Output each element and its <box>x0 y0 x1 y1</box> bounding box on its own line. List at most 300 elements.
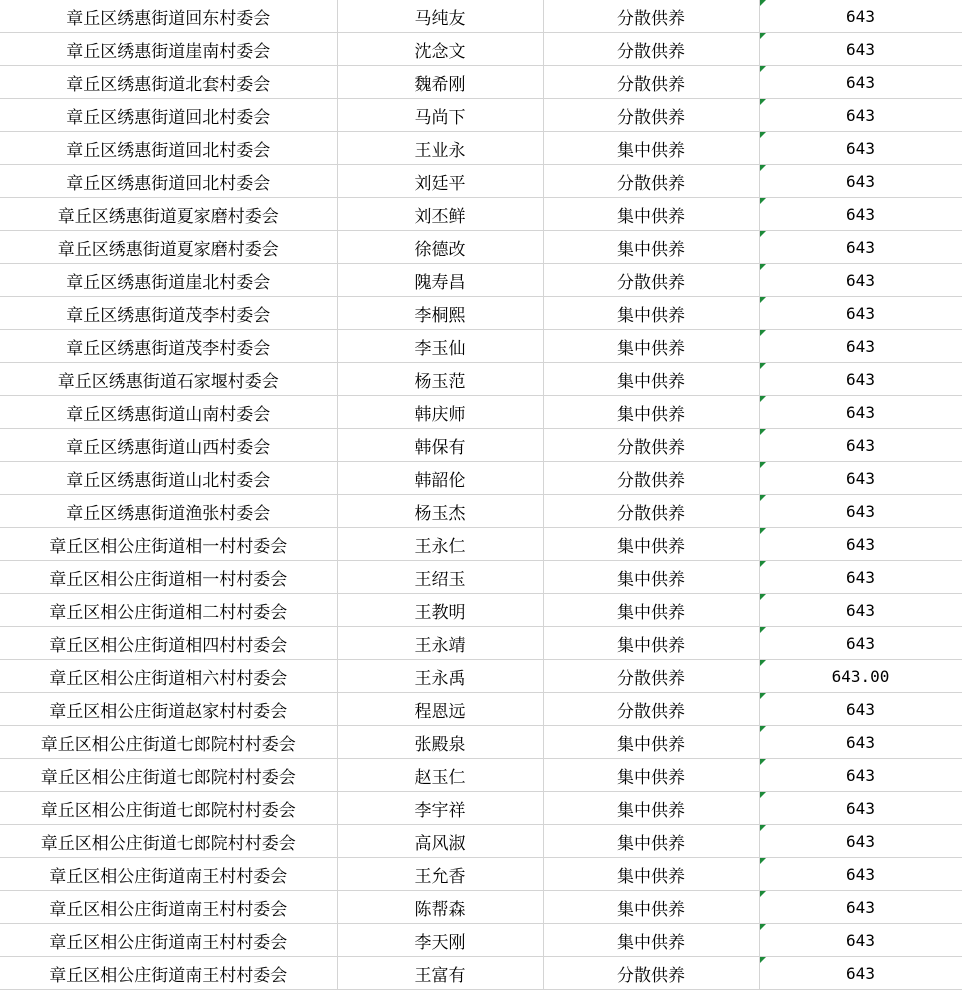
cell-name[interactable] <box>337 693 543 726</box>
cell-unit[interactable] <box>0 495 337 528</box>
cell-amount-text: 643 <box>846 39 875 59</box>
cell-unit[interactable] <box>0 462 337 495</box>
cell-name-text: 刘廷平 <box>414 173 466 194</box>
cell-unit[interactable] <box>0 891 337 924</box>
cell-name[interactable] <box>337 330 543 363</box>
cell-name-text: 徐德改 <box>414 239 466 260</box>
cell-name-text: 刘丕鲜 <box>414 206 466 227</box>
number-stored-as-text-indicator-icon <box>760 726 766 732</box>
cell-support-type[interactable] <box>543 693 759 726</box>
cell-support-type-text: 集中供养 <box>617 734 685 755</box>
number-stored-as-text-indicator-icon <box>760 528 766 534</box>
cell-amount[interactable] <box>759 363 962 396</box>
cell-unit[interactable] <box>0 198 337 231</box>
cell-support-type-text: 分散供养 <box>617 41 685 62</box>
number-stored-as-text-indicator-icon <box>760 462 766 468</box>
cell-amount-text: 643 <box>846 171 875 191</box>
table-row <box>0 198 962 231</box>
cell-name[interactable] <box>337 957 543 990</box>
cell-unit[interactable] <box>0 561 337 594</box>
cell-unit-text: 章丘区绣惠街道崖北村委会 <box>66 272 271 293</box>
cell-name[interactable] <box>337 627 543 660</box>
cell-name[interactable] <box>337 726 543 759</box>
cell-amount-text: 643 <box>846 6 875 26</box>
cell-unit[interactable] <box>0 231 337 264</box>
cell-name[interactable] <box>337 297 543 330</box>
cell-unit[interactable] <box>0 693 337 726</box>
cell-unit[interactable] <box>0 528 337 561</box>
cell-support-type-text: 集中供养 <box>617 371 685 392</box>
cell-name-text: 王允香 <box>414 866 466 887</box>
cell-unit-text: 章丘区绣惠街道石家堰村委会 <box>57 371 279 392</box>
cell-name[interactable] <box>337 264 543 297</box>
cell-amount[interactable] <box>759 726 962 759</box>
cell-name[interactable] <box>337 33 543 66</box>
cell-amount-text: 643 <box>846 798 875 818</box>
cell-name-text: 李天刚 <box>414 932 466 953</box>
cell-support-type-text: 集中供养 <box>617 569 685 590</box>
table-row <box>0 693 962 726</box>
cell-name-text: 王业永 <box>414 140 466 161</box>
cell-support-type[interactable] <box>543 825 759 858</box>
cell-unit-text: 章丘区绣惠街道渔张村委会 <box>66 503 271 524</box>
table-row <box>0 891 962 924</box>
cell-amount[interactable] <box>759 66 962 99</box>
cell-name[interactable] <box>337 132 543 165</box>
cell-amount[interactable] <box>759 891 962 924</box>
cell-name-text: 王教明 <box>414 602 466 623</box>
cell-name-text: 李玉仙 <box>414 338 466 359</box>
cell-support-type[interactable] <box>543 858 759 891</box>
cell-support-type-text: 分散供养 <box>617 173 685 194</box>
cell-support-type-text: 集中供养 <box>617 800 685 821</box>
cell-amount-text: 643 <box>846 369 875 389</box>
cell-name-text: 王绍玉 <box>414 569 466 590</box>
cell-amount-text: 643 <box>846 732 875 752</box>
cell-unit[interactable] <box>0 264 337 297</box>
cell-support-type[interactable] <box>543 396 759 429</box>
cell-amount-text: 643 <box>846 765 875 785</box>
cell-unit-text: 章丘区相公庄街道七郎院村村委会 <box>40 734 296 755</box>
table-row <box>0 264 962 297</box>
cell-name-text: 沈念文 <box>414 41 466 62</box>
cell-unit[interactable] <box>0 627 337 660</box>
cell-unit[interactable] <box>0 726 337 759</box>
cell-amount-text: 643 <box>846 864 875 884</box>
cell-unit-text: 章丘区相公庄街道相二村村委会 <box>49 602 288 623</box>
number-stored-as-text-indicator-icon <box>760 825 766 831</box>
cell-unit-text: 章丘区绣惠街道茂李村委会 <box>66 305 271 326</box>
cell-unit-text: 章丘区相公庄街道南王村村委会 <box>49 932 288 953</box>
cell-amount-text: 643 <box>846 303 875 323</box>
cell-amount[interactable] <box>759 396 962 429</box>
cell-name-text: 马尚下 <box>414 107 466 128</box>
cell-support-type[interactable] <box>543 66 759 99</box>
number-stored-as-text-indicator-icon <box>760 495 766 501</box>
number-stored-as-text-indicator-icon <box>760 330 766 336</box>
cell-amount-text: 643 <box>846 72 875 92</box>
cell-support-type[interactable] <box>543 528 759 561</box>
table-row <box>0 858 962 891</box>
cell-unit[interactable] <box>0 99 337 132</box>
cell-unit[interactable] <box>0 330 337 363</box>
cell-support-type[interactable] <box>543 561 759 594</box>
table-row <box>0 231 962 264</box>
cell-amount[interactable] <box>759 462 962 495</box>
cell-unit-text: 章丘区绣惠街道茂李村委会 <box>66 338 271 359</box>
cell-name-text: 王永靖 <box>414 635 466 656</box>
cell-support-type-text: 分散供养 <box>617 470 685 491</box>
number-stored-as-text-indicator-icon <box>760 957 766 963</box>
cell-name[interactable] <box>337 165 543 198</box>
cell-support-type[interactable] <box>543 297 759 330</box>
cell-unit[interactable] <box>0 165 337 198</box>
cell-support-type-text: 集中供养 <box>617 536 685 557</box>
cell-amount[interactable] <box>759 99 962 132</box>
table-row <box>0 924 962 957</box>
cell-name-text: 马纯友 <box>414 8 466 29</box>
cell-support-type-text: 集中供养 <box>617 206 685 227</box>
cell-unit-text: 章丘区绣惠街道夏家磨村委会 <box>57 239 279 260</box>
number-stored-as-text-indicator-icon <box>760 660 766 666</box>
cell-support-type-text: 集中供养 <box>617 602 685 623</box>
number-stored-as-text-indicator-icon <box>760 231 766 237</box>
cell-support-type-text: 集中供养 <box>617 866 685 887</box>
cell-name[interactable] <box>337 396 543 429</box>
table-row <box>0 627 962 660</box>
number-stored-as-text-indicator-icon <box>760 264 766 270</box>
cell-support-type-text: 分散供养 <box>617 8 685 29</box>
cell-support-type-text: 分散供养 <box>617 503 685 524</box>
cell-amount-text: 643 <box>846 600 875 620</box>
cell-unit-text: 章丘区相公庄街道相四村村委会 <box>49 635 288 656</box>
cell-support-type[interactable] <box>543 759 759 792</box>
cell-name[interactable] <box>337 825 543 858</box>
cell-name-text: 韩韶伦 <box>414 470 466 491</box>
number-stored-as-text-indicator-icon <box>760 0 766 6</box>
cell-amount[interactable] <box>759 231 962 264</box>
cell-name-text: 王永禹 <box>414 668 466 689</box>
cell-amount[interactable] <box>759 825 962 858</box>
cell-amount-text: 643 <box>846 567 875 587</box>
number-stored-as-text-indicator-icon <box>760 396 766 402</box>
cell-unit[interactable] <box>0 858 337 891</box>
cell-name[interactable] <box>337 660 543 693</box>
cell-amount-text: 643 <box>846 270 875 290</box>
cell-unit-text: 章丘区绣惠街道崖南村委会 <box>66 41 271 62</box>
cell-name[interactable] <box>337 99 543 132</box>
cell-amount[interactable] <box>759 594 962 627</box>
cell-amount-text: 643 <box>846 963 875 983</box>
cell-amount[interactable] <box>759 759 962 792</box>
table-row <box>0 495 962 528</box>
table-row <box>0 297 962 330</box>
cell-unit-text: 章丘区相公庄街道南王村村委会 <box>49 965 288 986</box>
cell-name[interactable] <box>337 66 543 99</box>
cell-name[interactable] <box>337 528 543 561</box>
cell-unit-text: 章丘区绣惠街道北套村委会 <box>66 74 271 95</box>
cell-amount-text: 643 <box>846 633 875 653</box>
cell-unit-text: 章丘区相公庄街道相一村村委会 <box>49 569 288 590</box>
cell-amount[interactable] <box>759 528 962 561</box>
number-stored-as-text-indicator-icon <box>760 33 766 39</box>
cell-unit[interactable] <box>0 825 337 858</box>
cell-unit-text: 章丘区相公庄街道七郎院村村委会 <box>40 833 296 854</box>
cell-support-type-text: 分散供养 <box>617 668 685 689</box>
cell-unit-text: 章丘区相公庄街道南王村村委会 <box>49 899 288 920</box>
table-row <box>0 363 962 396</box>
cell-amount-text: 643 <box>846 534 875 554</box>
number-stored-as-text-indicator-icon <box>760 165 766 171</box>
cell-name-text: 王富有 <box>414 965 466 986</box>
cell-name-text: 韩保有 <box>414 437 466 458</box>
cell-name[interactable] <box>337 198 543 231</box>
cell-name[interactable] <box>337 363 543 396</box>
number-stored-as-text-indicator-icon <box>760 891 766 897</box>
cell-name[interactable] <box>337 429 543 462</box>
number-stored-as-text-indicator-icon <box>760 858 766 864</box>
cell-amount-text: 643 <box>846 699 875 719</box>
number-stored-as-text-indicator-icon <box>760 594 766 600</box>
cell-amount[interactable] <box>759 924 962 957</box>
number-stored-as-text-indicator-icon <box>760 66 766 72</box>
cell-amount[interactable] <box>759 957 962 990</box>
number-stored-as-text-indicator-icon <box>760 297 766 303</box>
cell-amount[interactable] <box>759 33 962 66</box>
cell-support-type[interactable] <box>543 462 759 495</box>
cell-support-type-text: 分散供养 <box>617 437 685 458</box>
cell-unit-text: 章丘区相公庄街道赵家村村委会 <box>49 701 288 722</box>
table-row <box>0 33 962 66</box>
number-stored-as-text-indicator-icon <box>760 99 766 105</box>
cell-amount-text: 643 <box>846 435 875 455</box>
cell-unit-text: 章丘区绣惠街道回北村委会 <box>66 107 271 128</box>
cell-amount[interactable] <box>759 264 962 297</box>
cell-name[interactable] <box>337 594 543 627</box>
cell-amount[interactable] <box>759 429 962 462</box>
number-stored-as-text-indicator-icon <box>760 924 766 930</box>
cell-name-text: 隗寿昌 <box>414 272 466 293</box>
cell-amount-text: 643 <box>846 138 875 158</box>
cell-support-type-text: 集中供养 <box>617 305 685 326</box>
cell-unit-text: 章丘区相公庄街道相六村村委会 <box>49 668 288 689</box>
cell-support-type[interactable] <box>543 132 759 165</box>
cell-support-type[interactable] <box>543 792 759 825</box>
cell-support-type[interactable] <box>543 627 759 660</box>
cell-unit-text: 章丘区相公庄街道七郎院村村委会 <box>40 767 296 788</box>
cell-support-type-text: 分散供养 <box>617 107 685 128</box>
table-row <box>0 429 962 462</box>
number-stored-as-text-indicator-icon <box>760 759 766 765</box>
cell-name[interactable] <box>337 924 543 957</box>
cell-amount-text: 643 <box>846 105 875 125</box>
cell-support-type-text: 集中供养 <box>617 899 685 920</box>
cell-name[interactable] <box>337 759 543 792</box>
table-row <box>0 957 962 990</box>
number-stored-as-text-indicator-icon <box>760 693 766 699</box>
cell-unit-text: 章丘区绣惠街道山西村委会 <box>66 437 271 458</box>
cell-support-type[interactable] <box>543 495 759 528</box>
cell-unit-text: 章丘区相公庄街道南王村村委会 <box>49 866 288 887</box>
cell-amount[interactable] <box>759 0 962 33</box>
cell-unit-text: 章丘区相公庄街道七郎院村村委会 <box>40 800 296 821</box>
cell-name[interactable] <box>337 561 543 594</box>
table-row <box>0 396 962 429</box>
cell-name-text: 高风淑 <box>414 833 466 854</box>
table-row <box>0 0 962 33</box>
cell-support-type-text: 分散供养 <box>617 965 685 986</box>
cell-name[interactable] <box>337 495 543 528</box>
cell-amount-text: 643 <box>846 237 875 257</box>
table-row <box>0 99 962 132</box>
cell-name-text: 陈帮森 <box>414 899 466 920</box>
cell-amount-text: 643 <box>846 336 875 356</box>
cell-unit-text: 章丘区绣惠街道山北村委会 <box>66 470 271 491</box>
cell-amount[interactable] <box>759 297 962 330</box>
cell-support-type-text: 集中供养 <box>617 767 685 788</box>
table-row <box>0 66 962 99</box>
table-row <box>0 561 962 594</box>
table-row <box>0 825 962 858</box>
number-stored-as-text-indicator-icon <box>760 198 766 204</box>
cell-amount-text: 643 <box>846 930 875 950</box>
table-row <box>0 726 962 759</box>
cell-support-type-text: 集中供养 <box>617 239 685 260</box>
cell-unit-text: 章丘区绣惠街道回北村委会 <box>66 140 271 161</box>
cell-name-text: 程恩远 <box>414 701 466 722</box>
cell-unit[interactable] <box>0 957 337 990</box>
cell-support-type-text: 集中供养 <box>617 404 685 425</box>
cell-name[interactable] <box>337 858 543 891</box>
cell-unit-text: 章丘区绣惠街道夏家磨村委会 <box>57 206 279 227</box>
cell-support-type[interactable] <box>543 726 759 759</box>
table-row <box>0 528 962 561</box>
cell-unit[interactable] <box>0 297 337 330</box>
cell-support-type[interactable] <box>543 660 759 693</box>
cell-support-type-text: 分散供养 <box>617 701 685 722</box>
cell-support-type-text: 集中供养 <box>617 932 685 953</box>
table-row <box>0 462 962 495</box>
cell-support-type[interactable] <box>543 33 759 66</box>
cell-amount[interactable] <box>759 165 962 198</box>
cell-unit[interactable] <box>0 759 337 792</box>
cell-amount[interactable] <box>759 792 962 825</box>
number-stored-as-text-indicator-icon <box>760 132 766 138</box>
cell-unit-text: 章丘区绣惠街道山南村委会 <box>66 404 271 425</box>
cell-support-type[interactable] <box>543 198 759 231</box>
cell-unit-text: 章丘区相公庄街道相一村村委会 <box>49 536 288 557</box>
cell-support-type[interactable] <box>543 429 759 462</box>
cell-support-type[interactable] <box>543 99 759 132</box>
cell-unit[interactable] <box>0 132 337 165</box>
cell-name-text: 李宇祥 <box>414 800 466 821</box>
cell-support-type[interactable] <box>543 594 759 627</box>
cell-amount-text: 643 <box>846 204 875 224</box>
cell-amount-text: 643 <box>846 468 875 488</box>
cell-support-type[interactable] <box>543 0 759 33</box>
cell-support-type-text: 集中供养 <box>617 833 685 854</box>
cell-amount[interactable] <box>759 561 962 594</box>
cell-support-type[interactable] <box>543 363 759 396</box>
cell-amount-text: 643 <box>846 402 875 422</box>
cell-unit[interactable] <box>0 363 337 396</box>
cell-support-type[interactable] <box>543 957 759 990</box>
number-stored-as-text-indicator-icon <box>760 363 766 369</box>
cell-unit[interactable] <box>0 660 337 693</box>
number-stored-as-text-indicator-icon <box>760 561 766 567</box>
cell-support-type[interactable] <box>543 891 759 924</box>
cell-unit[interactable] <box>0 0 337 33</box>
cell-amount[interactable] <box>759 198 962 231</box>
cell-amount[interactable] <box>759 495 962 528</box>
cell-amount[interactable] <box>759 858 962 891</box>
cell-amount[interactable] <box>759 660 962 693</box>
cell-name-text: 杨玉范 <box>414 371 466 392</box>
cell-support-type-text: 集中供养 <box>617 635 685 656</box>
cell-name-text: 韩庆师 <box>414 404 466 425</box>
cell-name[interactable] <box>337 0 543 33</box>
cell-amount-text: 643 <box>846 897 875 917</box>
number-stored-as-text-indicator-icon <box>760 429 766 435</box>
cell-amount-text: 643 <box>846 501 875 521</box>
cell-amount[interactable] <box>759 693 962 726</box>
cell-support-type[interactable] <box>543 165 759 198</box>
cell-support-type[interactable] <box>543 231 759 264</box>
cell-amount[interactable] <box>759 627 962 660</box>
cell-unit[interactable] <box>0 66 337 99</box>
table-row <box>0 330 962 363</box>
cell-name-text: 赵玉仁 <box>414 767 466 788</box>
cell-unit[interactable] <box>0 396 337 429</box>
cell-name-text: 魏希刚 <box>414 74 466 95</box>
cell-name[interactable] <box>337 462 543 495</box>
cell-name[interactable] <box>337 891 543 924</box>
number-stored-as-text-indicator-icon <box>760 627 766 633</box>
cell-name-text: 张殿泉 <box>414 734 466 755</box>
table-row <box>0 759 962 792</box>
cell-name-text: 王永仁 <box>414 536 466 557</box>
cell-support-type[interactable] <box>543 264 759 297</box>
cell-support-type-text: 集中供养 <box>617 338 685 359</box>
cell-amount[interactable] <box>759 132 962 165</box>
table-row <box>0 165 962 198</box>
cell-unit[interactable] <box>0 33 337 66</box>
table-row <box>0 132 962 165</box>
cell-amount-text: 643 <box>846 831 875 851</box>
table-row <box>0 594 962 627</box>
cell-unit[interactable] <box>0 924 337 957</box>
cell-support-type-text: 分散供养 <box>617 272 685 293</box>
table-row <box>0 660 962 693</box>
cell-amount-text: 643.00 <box>831 666 890 686</box>
cell-name[interactable] <box>337 231 543 264</box>
cell-unit[interactable] <box>0 594 337 627</box>
cell-name-text: 李桐熙 <box>414 305 466 326</box>
cell-unit[interactable] <box>0 429 337 462</box>
cell-unit[interactable] <box>0 792 337 825</box>
cell-name[interactable] <box>337 792 543 825</box>
number-stored-as-text-indicator-icon <box>760 792 766 798</box>
cell-unit-text: 章丘区绣惠街道回北村委会 <box>66 173 271 194</box>
cell-support-type-text: 集中供养 <box>617 140 685 161</box>
cell-amount[interactable] <box>759 330 962 363</box>
cell-support-type[interactable] <box>543 330 759 363</box>
table-row <box>0 792 962 825</box>
cell-support-type[interactable] <box>543 924 759 957</box>
cell-name-text: 杨玉杰 <box>414 503 466 524</box>
cell-unit-text: 章丘区绣惠街道回东村委会 <box>66 8 271 29</box>
cell-support-type-text: 分散供养 <box>617 74 685 95</box>
